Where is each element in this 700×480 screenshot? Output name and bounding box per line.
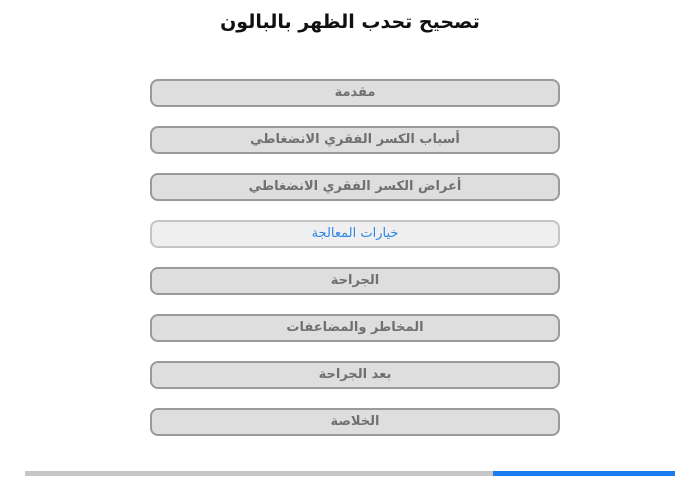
- progress-bar: [25, 471, 675, 476]
- menu-item-symptoms[interactable]: أعراض الكسر الفقري الانضغاطي: [150, 173, 560, 201]
- chapter-menu: [150, 79, 560, 455]
- menu-item-treatment-options[interactable]: خيارات المعالجة: [150, 220, 560, 248]
- menu-item-summary[interactable]: الخلاصة: [150, 408, 560, 436]
- page-title: تصحيح تحدب الظهر بالبالون: [220, 11, 480, 33]
- progress-bar-fill: [493, 471, 675, 476]
- menu-item-introduction[interactable]: مقدمة: [150, 79, 560, 107]
- menu-item-causes[interactable]: أسباب الكسر الفقري الانضغاطي: [150, 126, 560, 154]
- menu-item-after-surgery[interactable]: بعد الجراحة: [150, 361, 560, 389]
- menu-item-risks[interactable]: المخاطر والمضاعفات: [150, 314, 560, 342]
- menu-item-surgery[interactable]: الجراحة: [150, 267, 560, 295]
